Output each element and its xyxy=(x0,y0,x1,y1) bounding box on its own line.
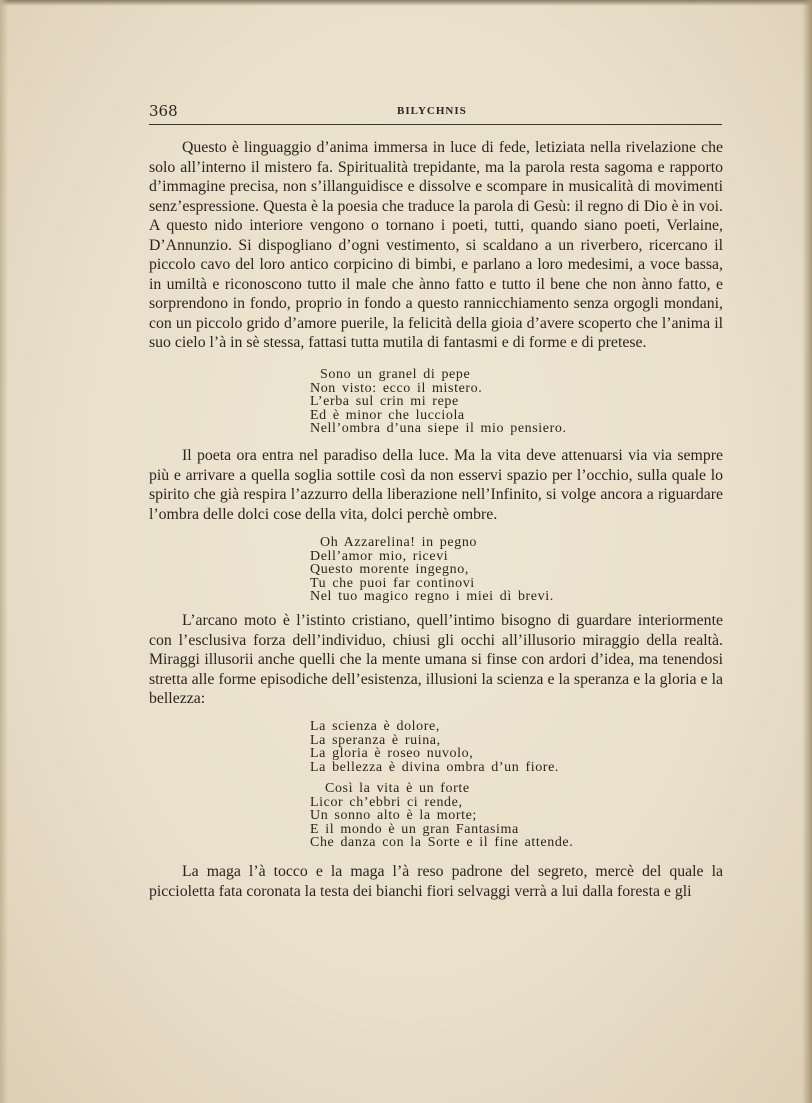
verse-line: Nel tuo magico regno i miei dì brevi. xyxy=(310,589,554,605)
verse-line: Dell’amor mio, ricevi xyxy=(310,548,449,564)
verse-line: E il mondo è un gran Fantasima xyxy=(310,821,519,837)
verse-stanza-2 xyxy=(310,536,554,604)
verse-stanza-4 xyxy=(310,782,573,850)
page-right-edge xyxy=(802,0,812,1103)
verse-line: La speranza è ruina, xyxy=(310,732,441,748)
running-head: BILYCHNIS xyxy=(397,105,467,117)
page-left-edge xyxy=(0,0,8,1103)
verse-line: Ed è minor che lucciola xyxy=(310,407,465,423)
paragraph-2: Il poeta ora entra nel paradiso della luce. Ma la vita deve attenuarsi via via sempre più e arrivare a quella soglia sottile così da non esservi spazio per l’occhio, sulla quale lo spirito che già respira l’azzurro della liberazione nell’Infinito, si volge ancora a riguardare l’ombra delle dolci cose della vita, dolci perchè ombre. xyxy=(149,447,723,523)
verse-line: Licor ch’ebbri ci rende, xyxy=(310,794,463,810)
paragraph-3: L’arcano moto è l’istinto cristiano, quell’intimo bisogno di guardare interiormente con l’esclusiva forza dell’individuo, chiusi gli occhi all’illusorio miraggio della realtà. Miraggi illusorii anche quelli che la mente umana si finse con ardori d’idea, ma tenendosi stretta alle forme episodiche dell’esistenza, illusioni la scienza e la speranza e la gloria e la bellezza: xyxy=(149,612,723,707)
verse-line: La gloria è roseo nuvolo, xyxy=(310,746,474,762)
verse-stanza-3 xyxy=(310,720,559,774)
verse-line: Oh Azzarelina! in pegno xyxy=(320,535,478,550)
verse-line: La scienza è dolore, xyxy=(310,719,440,734)
verse-line: Un sonno alto è la morte; xyxy=(310,808,477,824)
paragraph-4: La maga l’à tocco e la maga l’à reso padrone del segreto, mercè del quale la piccioletta fata coronata la testa dei bianchi fiori selvaggi verrà a lui dalla foresta e gli xyxy=(149,863,723,900)
paragraph-1: Questo è linguaggio d’anima immersa in luce di fede, letiziata nella rivelazione che solo all’interno il mistero fa. Spiritualità trepidante, ma la parola resta sagoma e rapporto d’immagine precisa, non s’illanguidisce e dissolve e scompare in musicalità di movimenti senz’espressione. Questa è la poesia che traduce la parola di Gesù: il regno di Dio è in voi. A questo nido interiore vengono o tornano i poeti, tutti, quando siano poeti, Verlaine, D’Annunzio. Si dispogliano d’ogni vestimento, si scaldano a un riverbero, ricercano il piccolo cavo del loro antico corpicino di bimbi, e parlano a loro medesimi, a voce bassa, in umiltà e riconoscono tutto il male che ànno fatto e tutto il bene che non ànno fatto, e sorprendono in fondo, proprio in fondo a questo rannicchiamento senza orgogli mondani, con un piccolo grido d’amore puerile, la felicità della gioia d’avere scoperto che l’anima il suo cielo l’à in sè stessa, fattasi tutta mutila di fantasmi e di forme e di pretese. xyxy=(149,139,723,351)
verse-line: Nell’ombra d’una siepe il mio pensiero. xyxy=(310,421,567,437)
verse-line: La bellezza è divina ombra d’un fiore. xyxy=(310,759,559,775)
verse-line: Questo morente ingegno, xyxy=(310,562,469,578)
page-header xyxy=(149,100,722,125)
verse-line: Che danza con la Sorte e il fine attende. xyxy=(310,835,574,851)
verse-line: L’erba sul crin mi repe xyxy=(310,394,459,410)
verse-line: Tu che puoi far continovi xyxy=(310,575,475,591)
verse-line: Non visto: ecco il mistero. xyxy=(310,380,483,396)
verse-stanza-1 xyxy=(310,368,567,436)
page-number: 368 xyxy=(149,102,178,120)
page-top-edge xyxy=(0,0,812,6)
verse-line: Così la vita è un forte xyxy=(325,781,470,796)
verse-line: Sono un granel di pepe xyxy=(320,367,471,382)
